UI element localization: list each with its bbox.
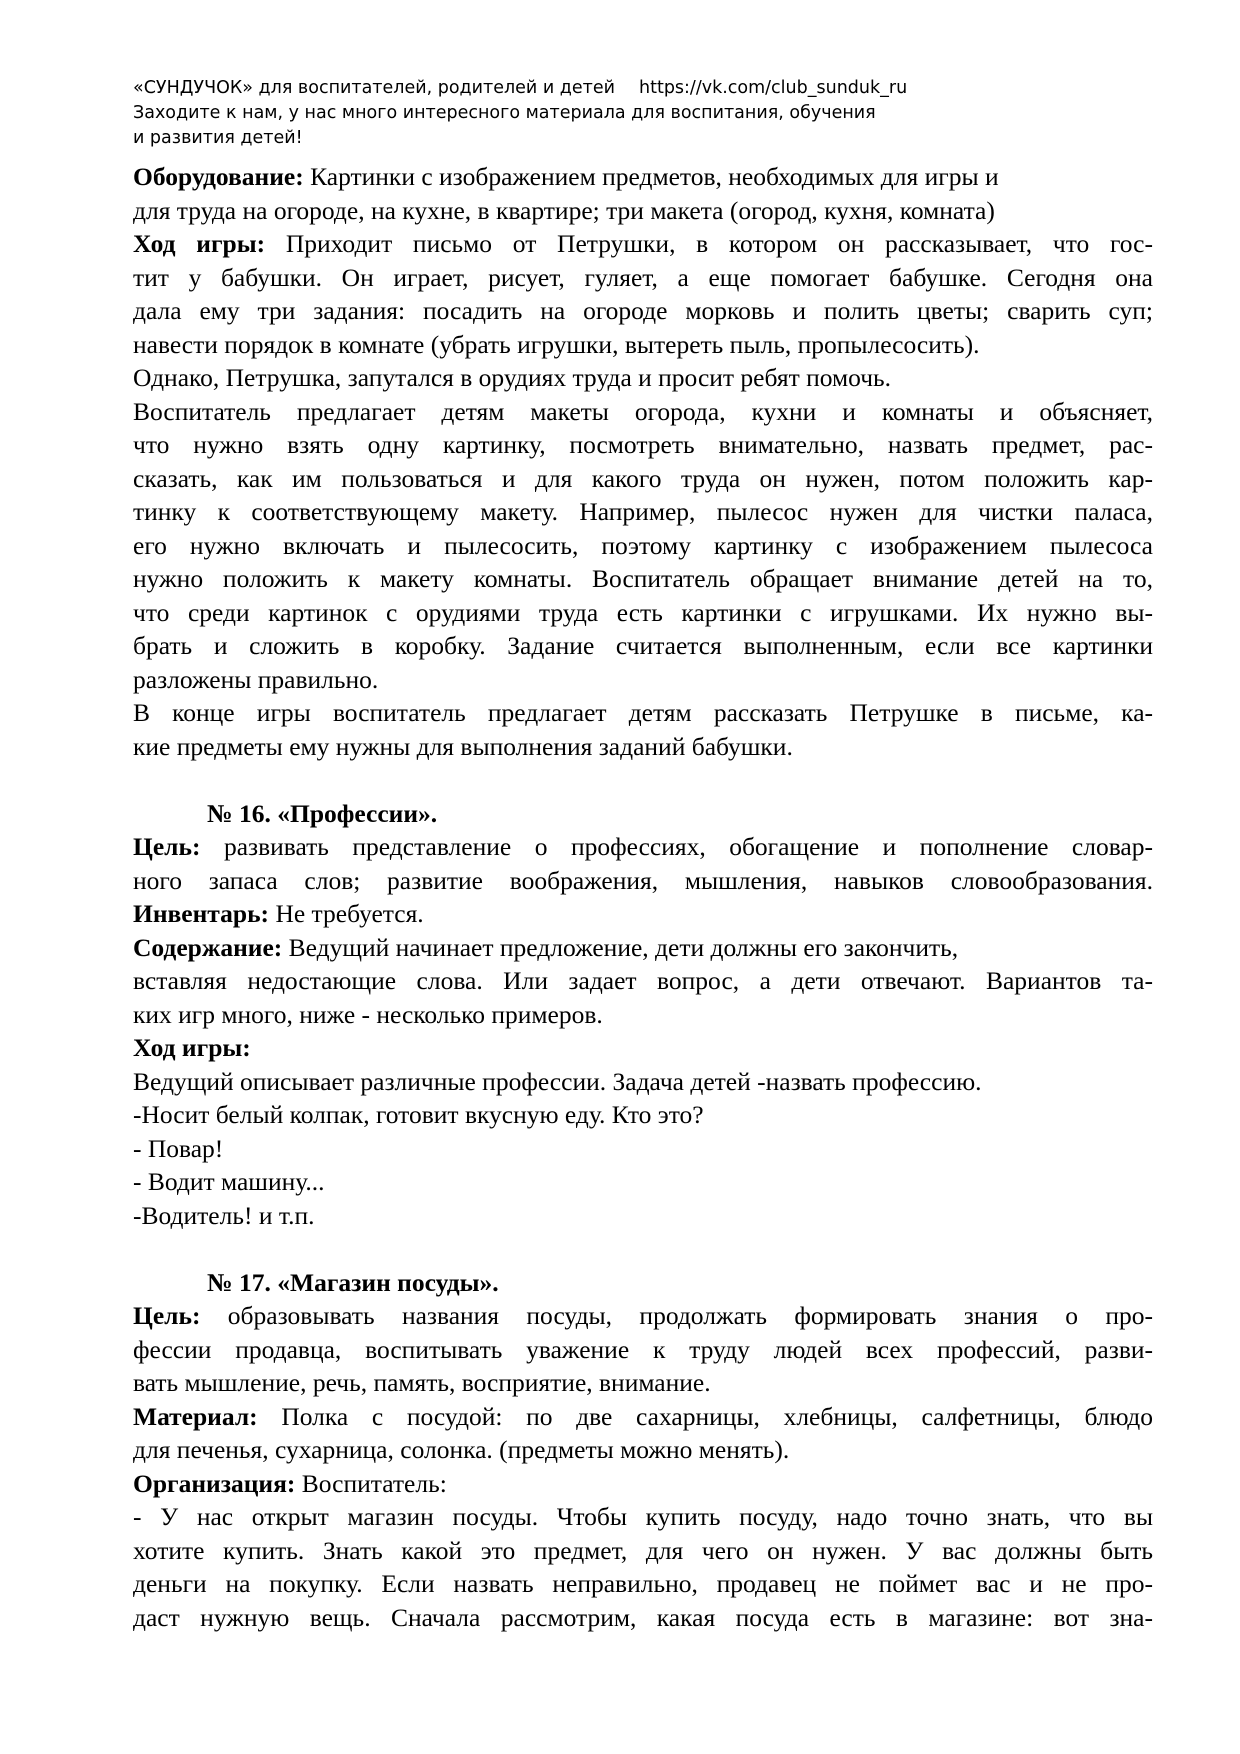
text-line: - Водит машину...	[133, 1167, 325, 1196]
text-line: ких игр много, ниже - несколько примеров.	[133, 999, 603, 1029]
material-label: Материал:	[133, 1401, 258, 1431]
text-line: вставляя недостающие слова. Или задает вопрос, а дети отвечают. Вариантов та-	[133, 966, 1153, 995]
text-line: Ведущий описывает различные профессии. Задача детей -назвать профессию.	[133, 1066, 982, 1096]
text-line: ного запаса слов; развитие воображения, мышления, навыков словообразования.	[133, 865, 1153, 895]
text-line: Воспитатель предлагает детям макеты огорода, кухни и комнаты и объясняет,	[133, 396, 1153, 426]
goal-label: Цель:	[133, 832, 201, 861]
text-line: тинку к соответствующему макету. Например, пылесос нужен для чистки паласа,	[133, 497, 1153, 526]
inventory-label: Инвентарь:	[133, 899, 270, 928]
text-line: навести порядок в комнате (убрать игрушки, вытереть пыль, пропылесосить).	[133, 329, 980, 359]
text-line: Однако, Петрушка, запутался в орудиях труда и просит ребят помочь.	[133, 363, 892, 392]
organization-paragraph: Организация: Воспитатель:	[133, 1468, 447, 1498]
spacer	[133, 763, 1153, 797]
text-line: вать мышление, речь, память, восприятие, внимание.	[133, 1368, 711, 1397]
header-line-3: и развития детей!	[133, 128, 303, 148]
header-line-1	[133, 76, 1133, 101]
site-header	[133, 76, 1133, 151]
text-line: -Носит белый колпак, готовит вкусную еду. Кто это?	[133, 1100, 704, 1129]
text-line: брать и сложить в коробку. Задание считается выполненным, если все картинки	[133, 631, 1153, 660]
header-line-2: Заходите к нам, у нас много интересного материала для воспитания, обучения	[133, 103, 876, 123]
course-label: Ход игры:	[133, 1033, 251, 1062]
text-line: -Водитель! и т.п.	[133, 1200, 315, 1230]
spacer	[133, 1232, 1153, 1266]
organization-label: Организация:	[133, 1468, 296, 1498]
text-line: деньги на покупку. Если назвать неправильно, продавец не поймет вас и не про-	[133, 1569, 1153, 1598]
goal-paragraph: Цель: развивать представление о профессиях, обогащение и пополнение словар-	[133, 832, 1153, 861]
text-line: хотите купить. Знать какой это предмет, для чего он нужен. У вас должны быть	[133, 1535, 1153, 1565]
goal-paragraph: Цель: образовывать названия посуды, продолжать формировать знания о про-	[133, 1301, 1153, 1330]
game-16-heading: № 16. «Профессии».	[207, 798, 438, 828]
content-label: Содержание:	[133, 932, 283, 962]
material-paragraph: Материал: Полка с посудой: по две сахарницы, хлебницы, салфетницы, блюдо	[133, 1401, 1153, 1431]
text-line: для печенья, сухарница, солонка. (предметы можно менять).	[133, 1435, 790, 1464]
text-line: дала ему три задания: посадить на огороде морковь и полить цветы; сварить суп;	[133, 296, 1153, 325]
equipment-label: Оборудование:	[133, 162, 304, 191]
text-line: даст нужную вещь. Сначала рассмотрим, какая посуда есть в магазине: вот зна-	[133, 1602, 1153, 1632]
text-line: фессии продавца, воспитывать уважение к труду людей всех профессий, разви-	[133, 1334, 1153, 1364]
document-body	[133, 160, 1153, 1634]
text-line: разложены правильно.	[133, 664, 379, 694]
text-line: - Повар!	[133, 1133, 224, 1163]
text-line: что среди картинок с орудиями труда есть картинки с игрушками. Их нужно вы-	[133, 597, 1153, 627]
text-line: для труда на огороде, на кухне, в квартире; три макета (огород, кухня, комната)	[133, 195, 995, 225]
content-paragraph: Содержание: Ведущий начинает предложение, дети должны его закончить,	[133, 932, 959, 962]
equipment-paragraph: Оборудование: Картинки с изображением предметов, необходимых для игры и	[133, 162, 999, 191]
goal-label: Цель:	[133, 1301, 201, 1330]
text-line: нужно положить к макету комнаты. Воспитатель обращает внимание детей на то,	[133, 564, 1153, 593]
course-label: Ход игры:	[133, 229, 266, 258]
game-17-heading: № 17. «Магазин посуды».	[207, 1267, 499, 1297]
text-line: что нужно взять одну картинку, посмотреть внимательно, назвать предмет, рас-	[133, 430, 1153, 459]
site-url-link[interactable]: https://vk.com/club_sunduk_ru	[639, 78, 908, 98]
inventory-paragraph: Инвентарь: Не требуется.	[133, 899, 424, 928]
text-line: тит у бабушки. Он играет, рисует, гуляет, а еще помогает бабушке. Сегодня она	[133, 262, 1153, 292]
site-name: «СУНДУЧОК» для воспитателей, родителей и детей	[133, 78, 615, 98]
text-line: сказать, как им пользоваться и для какого труда он нужен, потом положить кар-	[133, 463, 1153, 493]
text-line: В конце игры воспитатель предлагает детям рассказать Петрушке в письме, ка-	[133, 698, 1153, 727]
text-line: кие предметы ему нужны для выполнения заданий бабушки.	[133, 731, 793, 761]
text-line: - У нас открыт магазин посуды. Чтобы купить посуду, надо точно знать, что вы	[133, 1502, 1153, 1531]
course-paragraph: Ход игры: Приходит письмо от Петрушки, в котором он рассказывает, что гос-	[133, 229, 1153, 258]
text-line: его нужно включать и пылесосить, поэтому картинку с изображением пылесоса	[133, 530, 1153, 560]
